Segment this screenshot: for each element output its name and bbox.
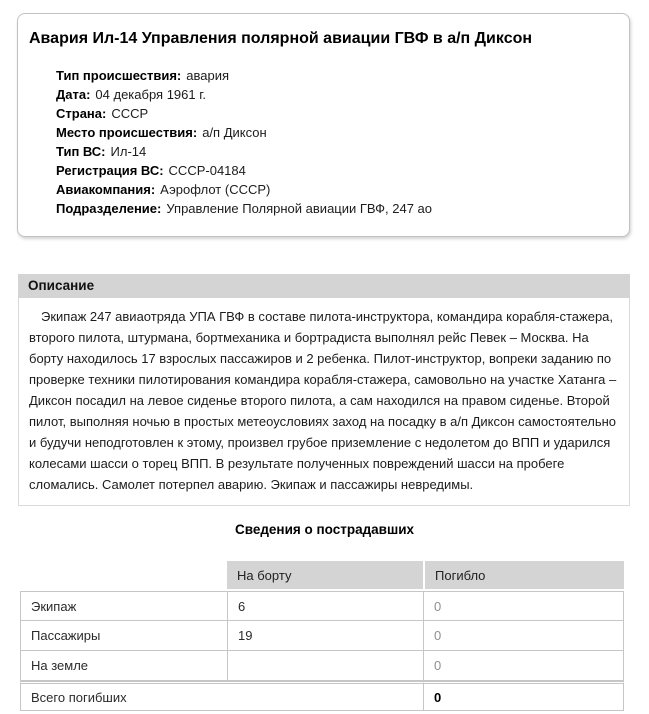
description-heading: Описание: [18, 274, 630, 298]
description-body: [18, 298, 630, 506]
field-value: 04 декабря 1961 г.: [95, 87, 206, 102]
field-value: Ил-14: [110, 144, 147, 159]
page-title: Авария Ил-14 Управления полярной авиации ГВФ в а/п Диксон: [29, 30, 533, 47]
info-field-airline: [56, 180, 617, 199]
field-value: Аэрофлот (СССР): [160, 182, 271, 197]
info-field-date: [56, 85, 617, 104]
field-label: Страна:: [56, 106, 107, 121]
field-value: Управление Полярной авиации ГВФ, 247 ао: [166, 201, 433, 216]
field-label: Регистрация ВС:: [56, 163, 164, 178]
info-field-location: [56, 123, 617, 142]
crew-fatalities: 0: [423, 591, 624, 621]
info-field-aircraft-type: [56, 142, 617, 161]
table-row-passengers: [20, 621, 624, 651]
casualties-table: [20, 561, 624, 711]
info-field-country: [56, 104, 617, 123]
description-text: Экипаж 247 авиаотряда УПА ГВФ в составе пилота-инструктора, командира корабля-стажера, второго пилота, штурмана, бортмеханика и бортрадиста выполнял рейс Певек – Москва. На борту находилось 17 взрослых пассажиров и 2 ребенка. Пилот-инструктор, вопреки заданию по проверке техники пилотирования командира корабля-стажера, самовольно на участке Хатанга – Диксон посадил на левое сиденье второго пилота, а сам находился на правом сиденье. Второй пилот, выполняя ночью в простых метеоусловиях заход на посадку в а/п Диксон самостоятельно и будучи неподготовлен к этому, произвел грубое приземление с недолетом до ВПП и ударился колесами шасси о торец ВПП. В результате полученных повреждений шасси на пробеге сломались. Самолет потерпел аварию. Экипаж и пассажиры невредимы.: [29, 309, 617, 492]
info-field-registration: [56, 161, 617, 180]
field-label: Дата:: [56, 87, 91, 102]
field-value: СССР-04184: [168, 163, 246, 178]
crew-on-board: 6: [227, 591, 423, 621]
table-row-crew: [20, 591, 624, 621]
corner-header-cell: [20, 561, 227, 591]
row-label: Пассажиры: [20, 621, 227, 651]
field-value: авария: [186, 68, 230, 83]
row-label: На земле: [20, 651, 227, 681]
description-panel: [18, 274, 630, 506]
casualties-header-row: [20, 561, 624, 591]
passengers-fatalities: 0: [423, 621, 624, 651]
field-label: Подразделение:: [56, 201, 162, 216]
column-header-fatalities: Погибло: [423, 561, 624, 591]
accident-fields: [56, 66, 617, 218]
total-label: Всего погибших: [20, 681, 423, 711]
column-header-on-board: На борту: [227, 561, 423, 591]
accident-info-card: [17, 13, 630, 237]
total-fatalities: 0: [423, 681, 624, 711]
info-field-type: [56, 66, 617, 85]
passengers-on-board: 19: [227, 621, 423, 651]
field-label: Тип ВС:: [56, 144, 106, 159]
ground-fatalities: 0: [423, 651, 624, 681]
field-label: Авиакомпания:: [56, 182, 156, 197]
field-label: Место происшествия:: [56, 125, 198, 140]
table-row-ground: [20, 651, 624, 681]
row-label: Экипаж: [20, 591, 227, 621]
ground-on-board: [227, 651, 423, 681]
field-value: СССР: [111, 106, 149, 121]
field-label: Тип происшествия:: [56, 68, 182, 83]
field-value: а/п Диксон: [202, 125, 267, 140]
info-field-division: [56, 199, 617, 218]
table-row-total: [20, 681, 624, 711]
casualties-heading: Сведения о пострадавших: [234, 522, 415, 537]
